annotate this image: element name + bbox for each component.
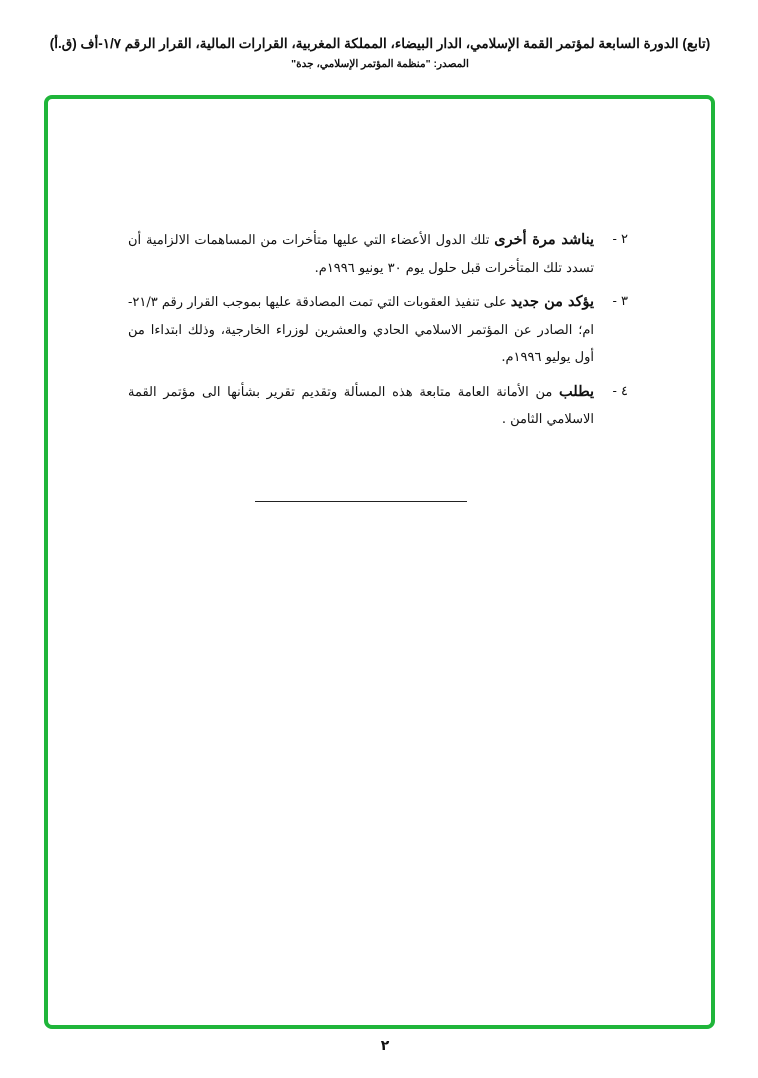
resolution-item [128, 226, 628, 282]
item-text: تلك الدول الأعضاء التي عليها متأخرات من المساهمات الالزامية أن تسدد تلك المتأخرات قبل حلول يوم ٣٠ يونيو ١٩٩٦م. [128, 233, 594, 276]
resolution-items [128, 226, 628, 440]
item-lead: يناشد مرة أخرى [494, 231, 594, 248]
page-number: ٢ [380, 1038, 390, 1054]
item-text: على تنفيذ العقوبات التي تمت المصادقة عليها بموجب القرار رقم ٢١/٣-ام؛ الصادر عن المؤتمر الاسلامي الحادي والعشرين لوزراء الخارجية، وذلك ابتداءا من أول يوليو ١٩٩٦م. [128, 295, 594, 365]
item-number: ٣ - [612, 294, 628, 309]
end-divider [255, 501, 467, 502]
item-lead: يؤكد من جديد [510, 293, 594, 310]
item-lead: يطلب [559, 382, 594, 400]
item-text: من الأمانة العامة متابعة هذه المسألة وتقديم تقرير بشأنها الى مؤتمر القمة الاسلامي الثامن . [128, 384, 594, 427]
resolution-item [128, 288, 628, 372]
document-header-title: (تابع) الدورة السابعة لمؤتمر القمة الإسلامي، الدار البيضاء، المملكة المغربية، القرارات المالية، القرار الرقم ١/٧-أف (ق.أ) [49, 36, 711, 51]
document-source: المصدر: "منظمة المؤتمر الإسلامي، جدة" [291, 58, 469, 70]
item-number: ٤ - [612, 383, 628, 399]
resolution-item [128, 378, 628, 434]
item-number: ٢ - [612, 232, 628, 247]
